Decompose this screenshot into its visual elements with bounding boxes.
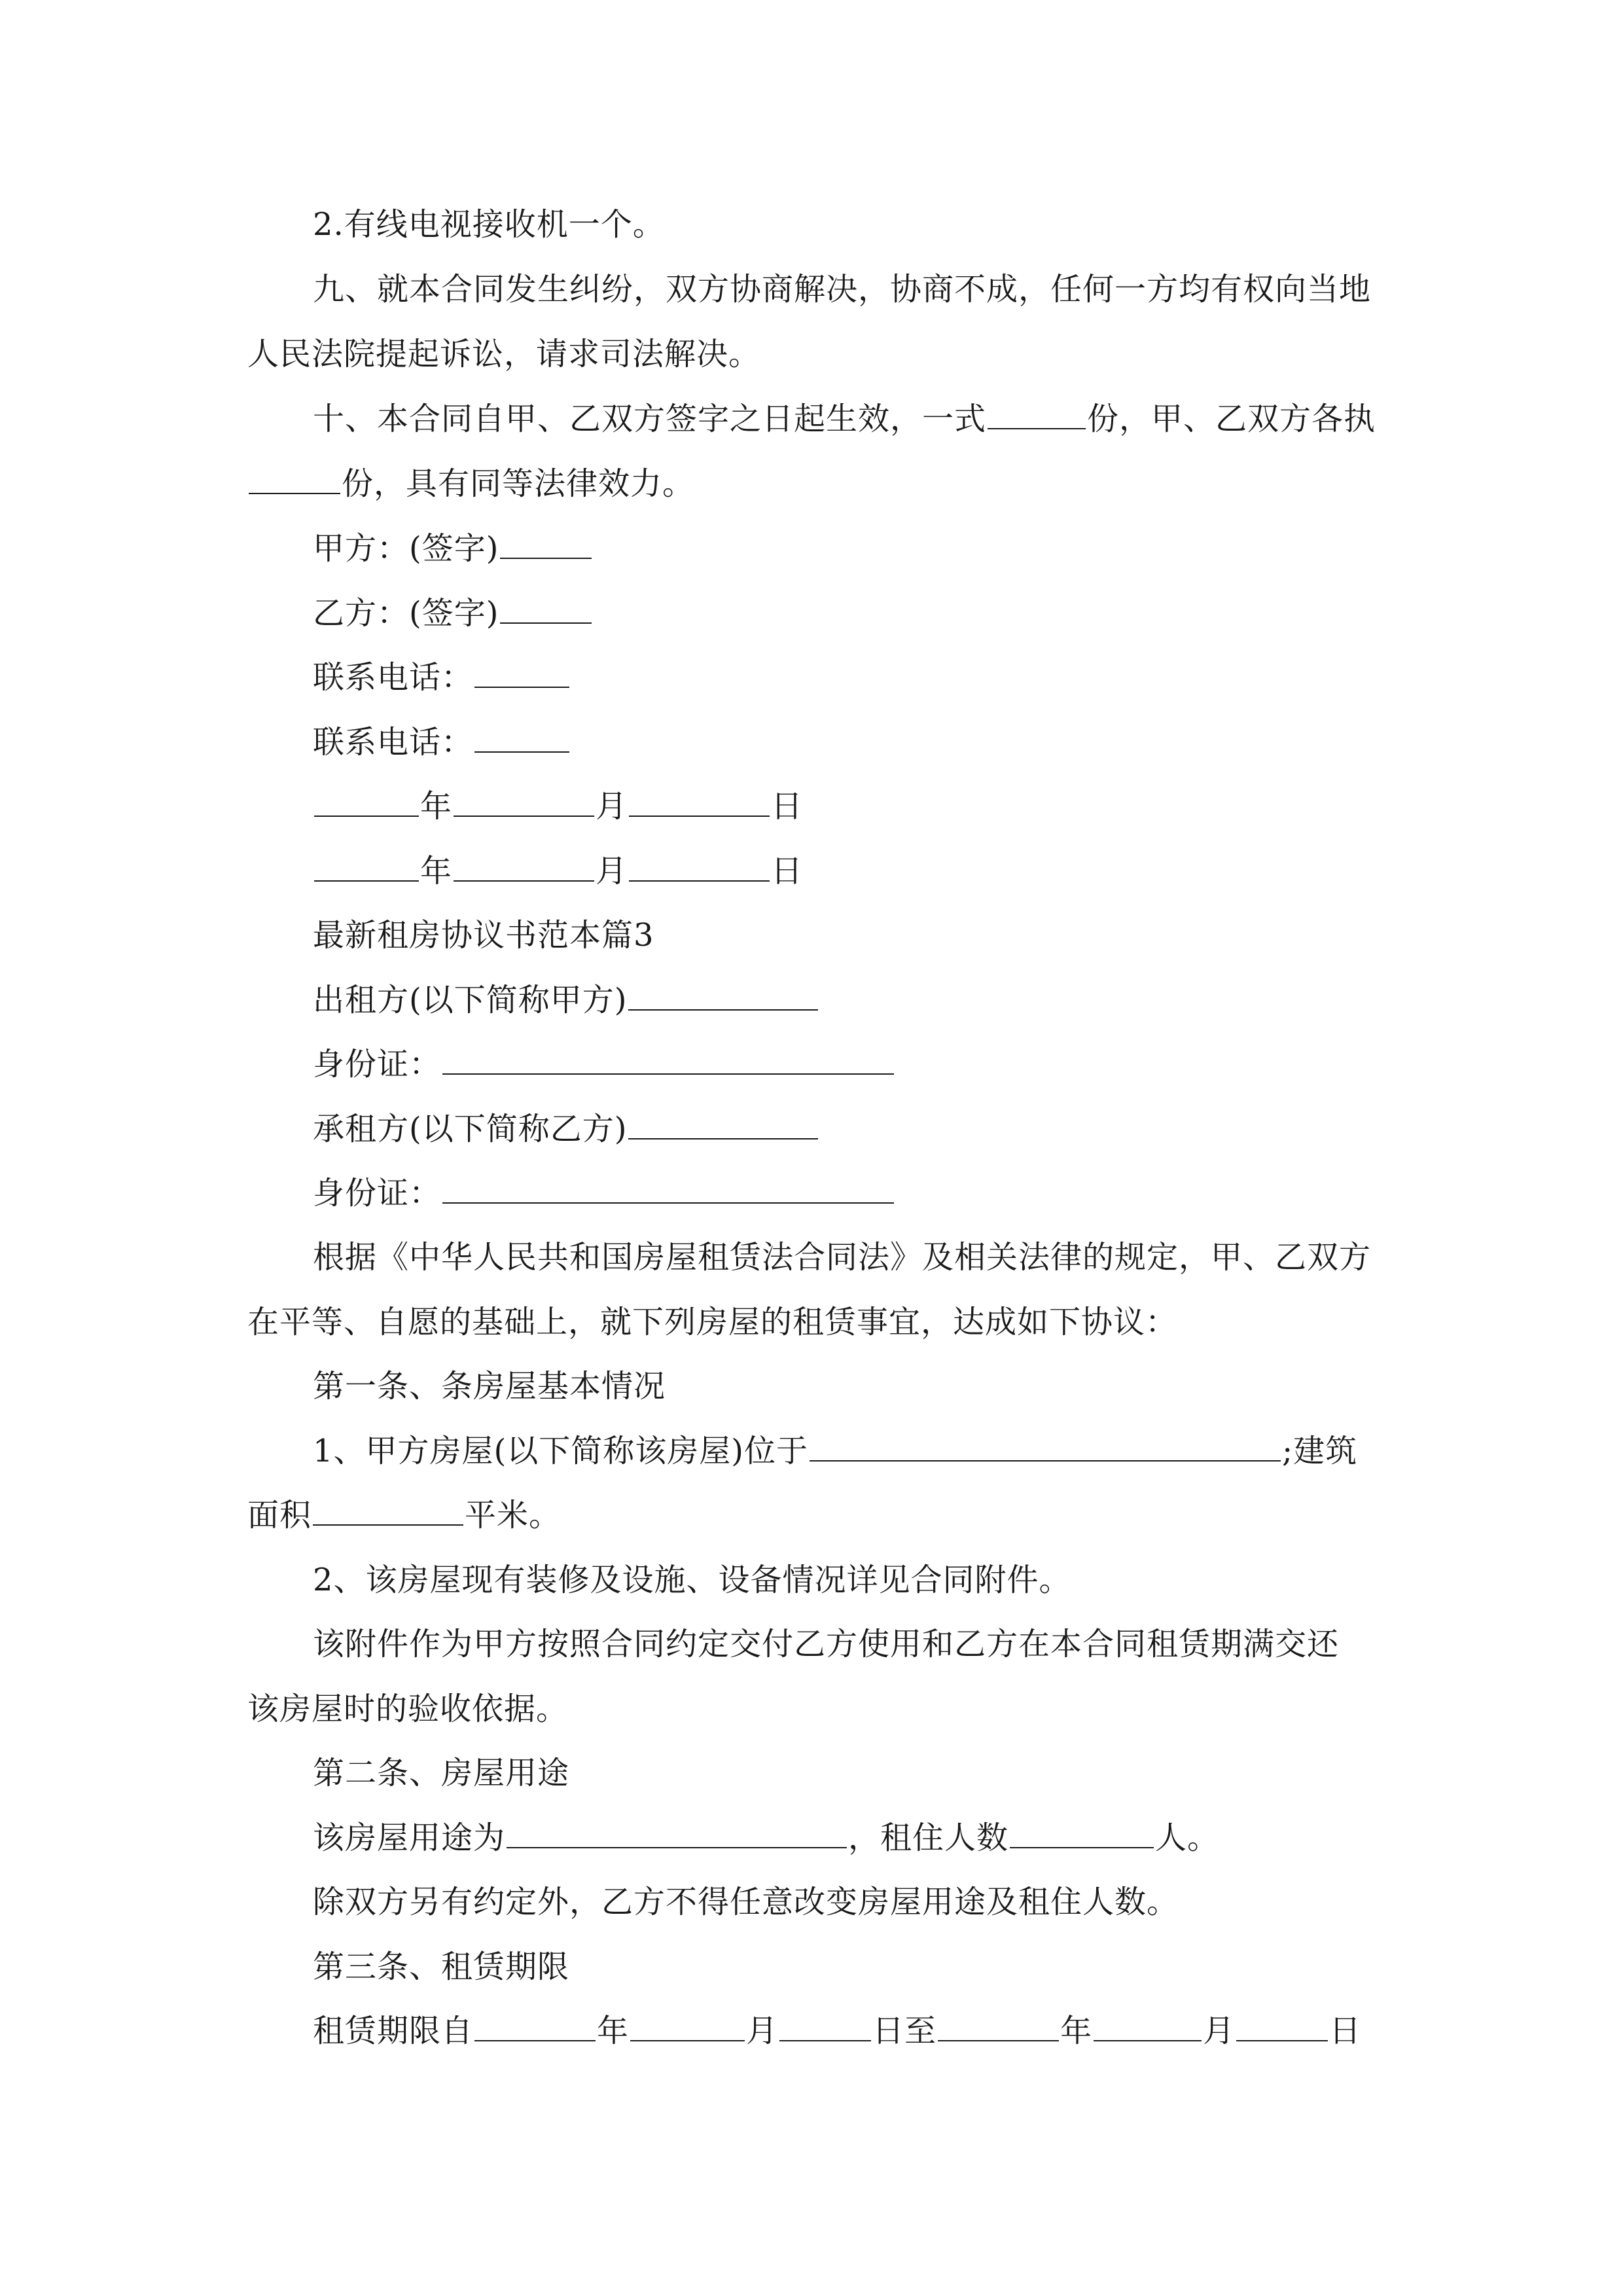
article-heading (313, 1753, 569, 1793)
line-text: 月 (746, 2013, 779, 2049)
text-line (313, 270, 1371, 309)
fill-blank (314, 852, 419, 882)
line-text: 该房屋时的验收依据。 (247, 1691, 569, 1727)
line-text: 日 (1329, 2013, 1362, 2049)
fill-blank (442, 1045, 894, 1075)
text-line (313, 1174, 895, 1213)
fill-blank (474, 723, 569, 753)
fill-blank (1236, 2011, 1328, 2041)
line-text: 年 (420, 788, 453, 825)
fill-blank (454, 787, 594, 817)
fill-blank (454, 852, 594, 882)
fill-blank (630, 2011, 745, 2041)
article-heading (313, 1367, 666, 1406)
line-text: 2.有线电视接收机一个。 (313, 206, 665, 243)
text-line (313, 1818, 1219, 1857)
line-text: 第二条、房屋用途 (313, 1755, 570, 1791)
fill-blank (507, 1818, 847, 1848)
text-line (313, 399, 1376, 439)
line-text: 人。 (1155, 1820, 1220, 1856)
text-line (313, 1882, 1179, 1922)
line-text: 日至 (872, 2013, 937, 2049)
fill-blank (500, 594, 592, 624)
text-line (313, 1238, 1371, 1277)
line-text: 除双方另有约定外，乙方不得任意改变房屋用途及租住人数。 (313, 1884, 1179, 1920)
fill-blank (629, 852, 770, 882)
date-line (313, 852, 803, 891)
line-text: 九、就本合同发生纠纷，双方协商解决，协商不成，任何一方均有权向当地 (313, 271, 1372, 308)
text-line (247, 334, 760, 374)
line-text: 联系电话： (313, 659, 474, 696)
fill-blank (629, 787, 770, 817)
line-text: ，租住人数 (848, 1820, 1009, 1856)
line-text: 份，具有同等法律效力。 (342, 465, 695, 502)
line-text: 在平等、自愿的基础上，就下列房屋的租赁事宜，达成如下协议： (247, 1304, 1178, 1340)
fill-blank (442, 1174, 894, 1204)
text-line (247, 464, 694, 503)
text-line (313, 723, 571, 762)
line-text: 日 (771, 788, 804, 825)
line-text: 月 (596, 788, 628, 825)
line-text: 出租方(以下简称甲方) (313, 982, 628, 1018)
text-line (313, 1045, 895, 1084)
line-text: 乙方：(签字) (313, 595, 499, 632)
text-line (313, 1560, 1071, 1600)
line-text: 该附件作为甲方按照合同约定交付乙方使用和乙方在本合同租赁期满交还 (313, 1626, 1340, 1662)
text-line (313, 2011, 1361, 2051)
text-line (247, 1689, 568, 1729)
text-line (313, 1109, 819, 1149)
fill-blank (500, 529, 592, 559)
text-line (313, 980, 819, 1020)
section-title (313, 916, 654, 955)
line-text: 面积 (247, 1497, 312, 1534)
fill-blank (474, 2011, 596, 2041)
fill-blank (628, 980, 818, 1011)
text-line (313, 658, 571, 697)
text-line (247, 1302, 1177, 1342)
fill-blank (810, 1431, 1281, 1462)
text-line (313, 594, 593, 633)
line-text: 日 (771, 853, 804, 889)
text-line (313, 529, 593, 568)
fill-blank (988, 399, 1086, 429)
date-line (313, 787, 803, 826)
fill-blank (1010, 1818, 1154, 1848)
line-text: 最新租房协议书范本篇3 (313, 917, 654, 954)
line-text: 份，甲、乙双方各执 (1087, 401, 1376, 437)
fill-blank (628, 1109, 818, 1139)
line-text: 租赁期限自 (313, 2013, 474, 2049)
line-text: 年 (597, 2013, 630, 2049)
line-text: 十、本合同自甲、乙双方签字之日起生效，一式 (313, 401, 987, 437)
line-text: 月 (596, 853, 628, 889)
text-line (313, 205, 665, 244)
line-text: 身份证： (313, 1046, 442, 1083)
line-text: 年 (420, 853, 453, 889)
text-line (247, 1496, 561, 1535)
fill-blank (474, 658, 569, 688)
line-text: 1、甲方房屋(以下简称该房屋)位于 (313, 1433, 808, 1469)
fill-blank (314, 787, 419, 817)
text-line (313, 1624, 1339, 1664)
fill-blank (938, 2011, 1059, 2041)
line-text: 身份证： (313, 1175, 442, 1211)
line-text: 平米。 (465, 1497, 562, 1534)
line-text: 联系电话： (313, 724, 474, 761)
fill-blank (1094, 2011, 1202, 2041)
fill-blank (313, 1496, 463, 1526)
line-text: 年 (1060, 2013, 1093, 2049)
line-text: 2、该房屋现有装修及设施、设备情况详见合同附件。 (313, 1562, 1071, 1598)
line-text: 根据《中华人民共和国房屋租赁法合同法》及相关法律的规定，甲、乙双方 (313, 1239, 1372, 1276)
line-text: 该房屋用途为 (313, 1820, 506, 1856)
article-heading (313, 1947, 569, 1986)
line-text: 第一条、条房屋基本情况 (313, 1368, 666, 1405)
fill-blank (249, 464, 340, 494)
line-text: 甲方：(签字) (313, 530, 499, 567)
fill-blank (779, 2011, 871, 2041)
line-text: 月 (1203, 2013, 1236, 2049)
line-text: 人民法院提起诉讼，请求司法解决。 (247, 336, 761, 372)
line-text: 承租方(以下简称乙方) (313, 1111, 628, 1147)
text-line (313, 1431, 1357, 1471)
line-text: 第三条、租赁期限 (313, 1948, 570, 1985)
line-text: ;建筑 (1282, 1433, 1358, 1469)
